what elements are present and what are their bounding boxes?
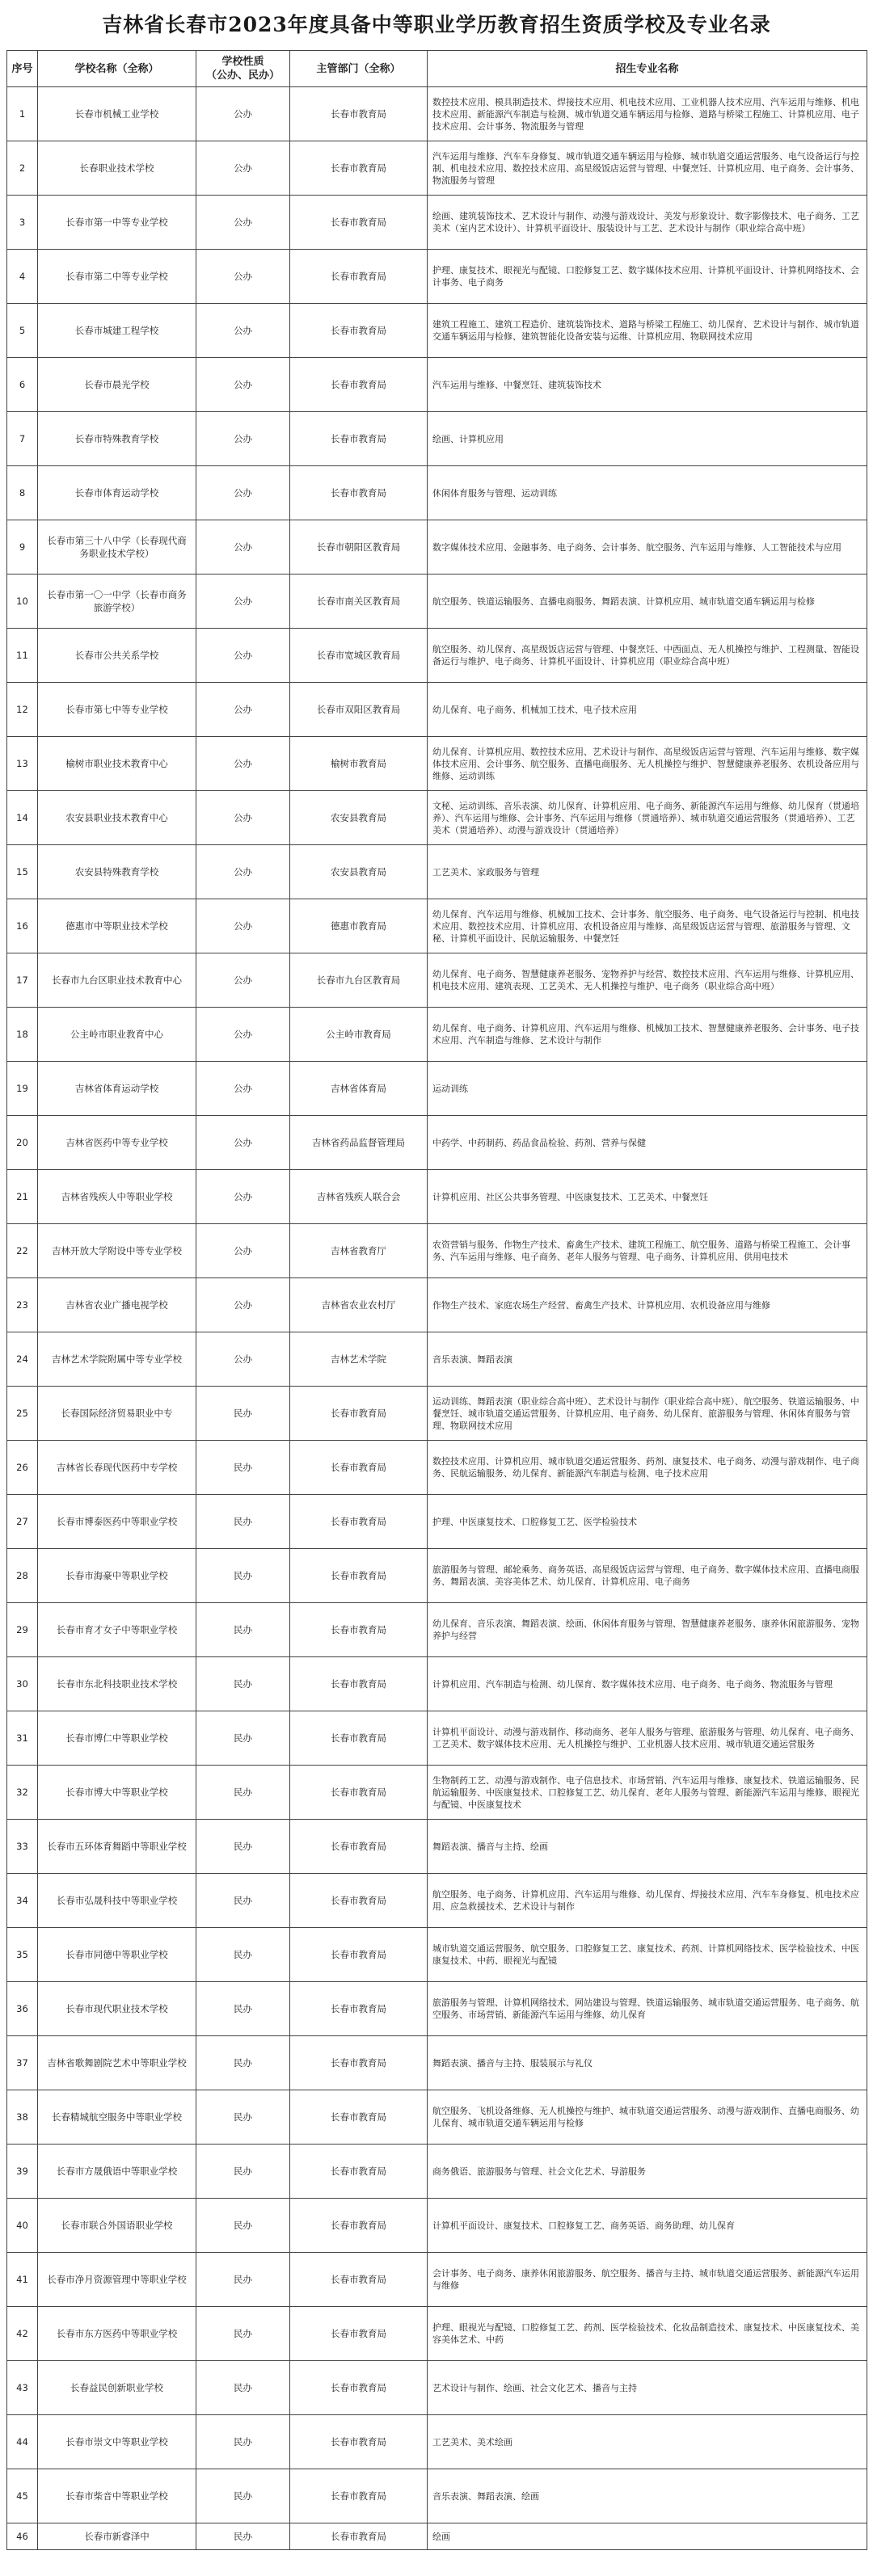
- majors: 运动训练: [428, 1062, 867, 1116]
- row-index: 42: [7, 2307, 38, 2361]
- table-row: [7, 196, 867, 250]
- table-row: [7, 1278, 867, 1332]
- row-index: 11: [7, 629, 38, 683]
- school-name: 长春市晨光学校: [38, 358, 196, 412]
- school-name: 吉林省残疾人中等职业学校: [38, 1170, 196, 1224]
- table-row: [7, 1170, 867, 1224]
- school-name: 长春益民创新职业学校: [38, 2361, 196, 2415]
- department: 长春市朝阳区教育局: [290, 520, 428, 575]
- department: 长春市教育局: [290, 2307, 428, 2361]
- department: 农安县教育局: [290, 791, 428, 845]
- majors: 护理、眼视光与配镜、口腔修复工艺、药剂、医学检验技术、化妆品制造技术、康复技术、中医康复技术、美容美体艺术、中药: [428, 2307, 867, 2361]
- table-row: [7, 2307, 867, 2361]
- school-type: 公办: [196, 737, 290, 791]
- majors: 护理、中医康复技术、口腔修复工艺、医学检验技术: [428, 1495, 867, 1549]
- department: 长春市教育局: [290, 250, 428, 304]
- school-name: 长春市城建工程学校: [38, 304, 196, 358]
- majors: 幼儿保育、汽车运用与维修、机械加工技术、会计事务、航空服务、电子商务、电气设备运行与控制、机电技术应用、数控技术应用、计算机应用、农机设备应用与维修、高星级饭店运营与管理、旅游服务与管理、文秘、计算机平面设计、民航运输服务、中餐烹饪: [428, 899, 867, 953]
- table-row: [7, 1116, 867, 1170]
- majors: 工艺美术、家政服务与管理: [428, 845, 867, 899]
- table-row: [7, 2036, 867, 2090]
- row-index: 10: [7, 575, 38, 629]
- school-type: 公办: [196, 358, 290, 412]
- school-name: 长春市联合外国语职业学校: [38, 2199, 196, 2253]
- header-index: 序号: [7, 51, 38, 87]
- school-name: 长春市公共关系学校: [38, 629, 196, 683]
- table-row: [7, 1982, 867, 2036]
- school-type: 民办: [196, 2307, 290, 2361]
- table-row: [7, 2469, 867, 2523]
- department: 长春市教育局: [290, 1549, 428, 1603]
- school-name: 吉林省农业广播电视学校: [38, 1278, 196, 1332]
- school-type: 民办: [196, 1495, 290, 1549]
- school-name: 榆树市职业技术教育中心: [38, 737, 196, 791]
- row-index: 1: [7, 87, 38, 141]
- department: 吉林艺术学院: [290, 1332, 428, 1387]
- table-row: [7, 466, 867, 520]
- school-name: 长春市机械工业学校: [38, 87, 196, 141]
- row-index: 15: [7, 845, 38, 899]
- row-index: 26: [7, 1441, 38, 1495]
- table-row: [7, 412, 867, 466]
- header-row: [7, 51, 867, 87]
- row-index: 14: [7, 791, 38, 845]
- department: 农安县教育局: [290, 845, 428, 899]
- majors: 计算机平面设计、康复技术、口腔修复工艺、商务英语、商务助理、幼儿保育: [428, 2199, 867, 2253]
- school-name: 长春市海豪中等职业学校: [38, 1549, 196, 1603]
- row-index: 7: [7, 412, 38, 466]
- row-index: 13: [7, 737, 38, 791]
- school-name: 长春市博大中等职业学校: [38, 1766, 196, 1820]
- school-name: 长春市弘晟科技中等职业学校: [38, 1874, 196, 1928]
- row-index: 32: [7, 1766, 38, 1820]
- department: 长春市教育局: [290, 87, 428, 141]
- department: 长春市教育局: [290, 2361, 428, 2415]
- table-row: [7, 845, 867, 899]
- school-type: 民办: [196, 1874, 290, 1928]
- school-name: 吉林省长春现代医药中专学校: [38, 1441, 196, 1495]
- table-row: [7, 304, 867, 358]
- majors: 计算机平面设计、动漫与游戏制作、移动商务、老年人服务与管理、旅游服务与管理、幼儿保育、电子商务、工艺美术、数字媒体技术应用、无人机操控与维护、工业机器人技术应用、城市轨道交通运营服务: [428, 1711, 867, 1766]
- row-index: 30: [7, 1657, 38, 1711]
- school-name: 吉林艺术学院附属中等专业学校: [38, 1332, 196, 1387]
- table-row: [7, 1224, 867, 1278]
- school-name: 长春市柴音中等职业学校: [38, 2469, 196, 2523]
- school-name: 吉林省医药中等专业学校: [38, 1116, 196, 1170]
- school-name: 长春市东方医药中等职业学校: [38, 2307, 196, 2361]
- school-name: 长春职业技术学校: [38, 141, 196, 196]
- table-row: [7, 520, 867, 575]
- school-type: 民办: [196, 2361, 290, 2415]
- majors: 数控技术应用、计算机应用、城市轨道交通运营服务、药剂、康复技术、电子商务、动漫与游戏制作、电子商务、民航运输服务、幼儿保育、新能源汽车制造与检测、电子技术应用: [428, 1441, 867, 1495]
- department: 长春市九台区教育局: [290, 953, 428, 1008]
- table-row: [7, 1657, 867, 1711]
- row-index: 25: [7, 1387, 38, 1441]
- school-type: 公办: [196, 629, 290, 683]
- school-type: 民办: [196, 1657, 290, 1711]
- school-type: 民办: [196, 2036, 290, 2090]
- majors: 会计事务、电子商务、康养休闲旅游服务、航空服务、播音与主持、城市轨道交通运营服务、新能源汽车运用与维修: [428, 2253, 867, 2307]
- school-name: 长春市东北科技职业技术学校: [38, 1657, 196, 1711]
- school-name: 吉林开放大学附设中等专业学校: [38, 1224, 196, 1278]
- majors: 汽车运用与维修、中餐烹饪、建筑装饰技术: [428, 358, 867, 412]
- majors: 农资营销与服务、作物生产技术、畜禽生产技术、建筑工程施工、航空服务、道路与桥梁工程施工、会计事务、汽车运用与维修、电子商务、老年人服务与管理、电子商务、计算机应用、供用电技术: [428, 1224, 867, 1278]
- school-type: 民办: [196, 1982, 290, 2036]
- table-row: [7, 2145, 867, 2199]
- majors: 护理、康复技术、眼视光与配镜、口腔修复工艺、数字媒体技术应用、计算机平面设计、计算机网络技术、会计事务、电子商务: [428, 250, 867, 304]
- table-row: [7, 1441, 867, 1495]
- majors: 数字媒体技术应用、金融事务、电子商务、会计事务、航空服务、汽车运用与维修、人工智能技术与应用: [428, 520, 867, 575]
- majors: 艺术设计与制作、绘画、社会文化艺术、播音与主持: [428, 2361, 867, 2415]
- table-row: [7, 250, 867, 304]
- row-index: 37: [7, 2036, 38, 2090]
- table-row: [7, 1387, 867, 1441]
- header-school-type: 学校性质 （公办、民办）: [196, 51, 290, 87]
- majors: 航空服务、飞机设备维修、无人机操控与维护、城市轨道交通运营服务、动漫与游戏制作、直播电商服务、幼儿保育、城市轨道交通车辆运用与检修: [428, 2090, 867, 2145]
- row-index: 24: [7, 1332, 38, 1387]
- department: 长春市教育局: [290, 196, 428, 250]
- row-index: 6: [7, 358, 38, 412]
- school-name: 长春市育才女子中等职业学校: [38, 1603, 196, 1657]
- school-type: 民办: [196, 2415, 290, 2469]
- department: 德惠市教育局: [290, 899, 428, 953]
- school-name: 长春市五环体育舞蹈中等职业学校: [38, 1820, 196, 1874]
- school-name: 德惠市中等职业技术学校: [38, 899, 196, 953]
- row-index: 20: [7, 1116, 38, 1170]
- department: 长春市宽城区教育局: [290, 629, 428, 683]
- school-name: 长春市特殊教育学校: [38, 412, 196, 466]
- majors: 绘画: [428, 2523, 867, 2550]
- school-type: 民办: [196, 2199, 290, 2253]
- row-index: 22: [7, 1224, 38, 1278]
- row-index: 3: [7, 196, 38, 250]
- majors: 中药学、中药制药、药品食品检验、药剂、营养与保健: [428, 1116, 867, 1170]
- row-index: 35: [7, 1928, 38, 1982]
- school-name: 长春市方晟俄语中等职业学校: [38, 2145, 196, 2199]
- school-name: 吉林省体育运动学校: [38, 1062, 196, 1116]
- majors: 幼儿保育、电子商务、机械加工技术、电子技术应用: [428, 683, 867, 737]
- department: 长春市双阳区教育局: [290, 683, 428, 737]
- table-row: [7, 2199, 867, 2253]
- majors: 城市轨道交通运营服务、航空服务、口腔修复工艺、康复技术、药剂、计算机网络技术、医学检验技术、中医康复技术、中药、眼视光与配镜: [428, 1928, 867, 1982]
- table-row: [7, 2415, 867, 2469]
- majors: 休闲体育服务与管理、运动训练: [428, 466, 867, 520]
- school-type: 公办: [196, 953, 290, 1008]
- department: 吉林省药品监督管理局: [290, 1116, 428, 1170]
- table-row: [7, 358, 867, 412]
- department: 长春市教育局: [290, 2253, 428, 2307]
- row-index: 27: [7, 1495, 38, 1549]
- table-row: [7, 87, 867, 141]
- table-row: [7, 1549, 867, 1603]
- department: 榆树市教育局: [290, 737, 428, 791]
- row-index: 4: [7, 250, 38, 304]
- table-row: [7, 899, 867, 953]
- department: 长春市教育局: [290, 2199, 428, 2253]
- majors: 绘画、建筑装饰技术、艺术设计与制作、动漫与游戏设计、美发与形象设计、数字影像技术、电子商务、工艺美术（室内艺术设计）、计算机平面设计、服装设计与工艺、艺术设计与制作（职业综合高中班）: [428, 196, 867, 250]
- department: 长春市教育局: [290, 1982, 428, 2036]
- header-majors: 招生专业名称: [428, 51, 867, 87]
- school-type: 民办: [196, 2145, 290, 2199]
- majors: 航空服务、铁道运输服务、直播电商服务、舞蹈表演、计算机应用、城市轨道交通车辆运用与检修: [428, 575, 867, 629]
- department: 长春市教育局: [290, 2469, 428, 2523]
- table-row: [7, 1711, 867, 1766]
- department: 长春市教育局: [290, 1603, 428, 1657]
- school-type: 公办: [196, 1062, 290, 1116]
- school-type: 公办: [196, 1008, 290, 1062]
- department: 长春市教育局: [290, 358, 428, 412]
- department: 长春市教育局: [290, 412, 428, 466]
- school-name: 农安县职业技术教育中心: [38, 791, 196, 845]
- department: 吉林省残疾人联合会: [290, 1170, 428, 1224]
- department: 长春市教育局: [290, 2036, 428, 2090]
- majors: 文秘、运动训练、音乐表演、幼儿保育、计算机应用、电子商务、新能源汽车运用与维修、幼儿保育（贯通培养）、汽车运用与维修、会计事务、汽车运用与维修（贯通培养）、城市轨道交通运营服务（贯通培养）、工艺美术（贯通培养）、动漫与游戏设计（贯通培养）: [428, 791, 867, 845]
- table-row: [7, 2523, 867, 2550]
- school-type: 民办: [196, 1549, 290, 1603]
- majors: 音乐表演、舞蹈表演、绘画: [428, 2469, 867, 2523]
- majors: 汽车运用与维修、汽车车身修复、城市轨道交通车辆运用与检修、城市轨道交通运营服务、电气设备运行与控制、机电技术应用、数控技术应用、高星级饭店运营与管理、中餐烹饪、计算机应用、电子商务、会计事务、物流服务与管理: [428, 141, 867, 196]
- row-index: 5: [7, 304, 38, 358]
- document-title: 吉林省长春市2023年度具备中等职业学历教育招生资质学校及专业名录: [102, 13, 771, 36]
- table-row: [7, 1603, 867, 1657]
- department: 长春市教育局: [290, 466, 428, 520]
- table-row: [7, 1332, 867, 1387]
- majors: 幼儿保育、计算机应用、数控技术应用、艺术设计与制作、高星级饭店运营与管理、汽车运用与维修、数字媒体技术应用、会计事务、航空服务、直播电商服务、无人机操控与维护、智慧健康养老服务、农机设备应用与维修、运动训练: [428, 737, 867, 791]
- school-type: 民办: [196, 1928, 290, 1982]
- department: 吉林省农业农村厅: [290, 1278, 428, 1332]
- table-row: [7, 1766, 867, 1820]
- table-row: [7, 683, 867, 737]
- majors: 航空服务、电子商务、计算机应用、汽车运用与维修、幼儿保育、焊接技术应用、汽车车身修复、机电技术应用、应急救援技术、艺术设计与制作: [428, 1874, 867, 1928]
- school-name: 长春市体育运动学校: [38, 466, 196, 520]
- table-row: [7, 737, 867, 791]
- majors: 工艺美术、美术绘画: [428, 2415, 867, 2469]
- table-row: [7, 575, 867, 629]
- majors: 舞蹈表演、播音与主持、绘画: [428, 1820, 867, 1874]
- table-row: [7, 953, 867, 1008]
- table-row: [7, 1928, 867, 1982]
- school-type: 民办: [196, 1603, 290, 1657]
- school-name: 长春市崇文中等职业学校: [38, 2415, 196, 2469]
- majors: 航空服务、幼儿保育、高星级饭店运营与管理、中餐烹饪、中西面点、无人机操控与维护、工程测量、智能设备运行与维护、电子商务、计算机平面设计、计算机应用（职业综合高中班）: [428, 629, 867, 683]
- row-index: 45: [7, 2469, 38, 2523]
- row-index: 36: [7, 1982, 38, 2036]
- school-name: 长春市第一〇一中学（长春市商务旅游学校）: [38, 575, 196, 629]
- row-index: 33: [7, 1820, 38, 1874]
- school-type: 公办: [196, 304, 290, 358]
- school-name: 长春市同德中等职业学校: [38, 1928, 196, 1982]
- school-type: 民办: [196, 1766, 290, 1820]
- table-body: [7, 87, 867, 2550]
- department: 长春市教育局: [290, 2090, 428, 2145]
- majors: 数控技术应用、模具制造技术、焊接技术应用、机电技术应用、工业机器人技术应用、汽车运用与维修、机电技术应用、新能源汽车制造与检测、城市轨道交通车辆运用与检修、道路与桥梁工程施工、计算机应用、电子技术应用、会计事务、物流服务与管理: [428, 87, 867, 141]
- department: 长春市教育局: [290, 1657, 428, 1711]
- school-type: 公办: [196, 466, 290, 520]
- school-type: 公办: [196, 1332, 290, 1387]
- school-type: 民办: [196, 2523, 290, 2550]
- row-index: 16: [7, 899, 38, 953]
- row-index: 41: [7, 2253, 38, 2307]
- majors: 作物生产技术、家庭农场生产经营、畜禽生产技术、计算机应用、农机设备应用与维修: [428, 1278, 867, 1332]
- table-row: [7, 791, 867, 845]
- table-row: [7, 1874, 867, 1928]
- majors: 建筑工程施工、建筑工程造价、建筑装饰技术、道路与桥梁工程施工、幼儿保育、艺术设计与制作、城市轨道交通车辆运用与检修、建筑智能化设备安装与运维、计算机应用、物联网技术应用: [428, 304, 867, 358]
- school-name: 长春市新睿泽中: [38, 2523, 196, 2550]
- header-school-name: 学校名称（全称）: [38, 51, 196, 87]
- school-name: 农安县特殊教育学校: [38, 845, 196, 899]
- majors: 计算机应用、社区公共事务管理、中医康复技术、工艺美术、中餐烹饪: [428, 1170, 867, 1224]
- row-index: 28: [7, 1549, 38, 1603]
- row-index: 21: [7, 1170, 38, 1224]
- school-name: 长春市净月资源管理中等职业学校: [38, 2253, 196, 2307]
- school-name: 长春国际经济贸易职业中专: [38, 1387, 196, 1441]
- table-row: [7, 2361, 867, 2415]
- header-department: 主管部门（全称）: [290, 51, 428, 87]
- school-type: 公办: [196, 412, 290, 466]
- majors: 幼儿保育、音乐表演、舞蹈表演、绘画、休闲体育服务与管理、智慧健康养老服务、康养休闲旅游服务、宠物养护与经营: [428, 1603, 867, 1657]
- school-name: 长春市第二中等专业学校: [38, 250, 196, 304]
- row-index: 17: [7, 953, 38, 1008]
- department: 长春市教育局: [290, 1441, 428, 1495]
- row-index: 43: [7, 2361, 38, 2415]
- row-index: 44: [7, 2415, 38, 2469]
- row-index: 9: [7, 520, 38, 575]
- school-type: 公办: [196, 1116, 290, 1170]
- school-name: 长春市第七中等专业学校: [38, 683, 196, 737]
- majors: 运动训练、舞蹈表演（职业综合高中班）、艺术设计与制作（职业综合高中班）、航空服务、铁道运输服务、中餐烹饪、城市轨道交通运营服务、计算机应用、电子商务、幼儿保育、旅游服务与管理、休闲体育服务与管理、物联网技术应用: [428, 1387, 867, 1441]
- school-type: 民办: [196, 2253, 290, 2307]
- school-name: 长春市第三十八中学（长春现代商务职业技术学校）: [38, 520, 196, 575]
- majors: 舞蹈表演、播音与主持、服装展示与礼仪: [428, 2036, 867, 2090]
- school-name: 长春精城航空服务中等职业学校: [38, 2090, 196, 2145]
- school-type: 公办: [196, 575, 290, 629]
- majors: 旅游服务与管理、邮轮乘务、商务英语、高星级饭店运营与管理、电子商务、数字媒体技术应用、直播电商服务、舞蹈表演、美容美体艺术、幼儿保育、计算机应用、电子商务: [428, 1549, 867, 1603]
- row-index: 2: [7, 141, 38, 196]
- department: 长春市教育局: [290, 1874, 428, 1928]
- row-index: 46: [7, 2523, 38, 2550]
- school-type: 公办: [196, 845, 290, 899]
- department: 长春市南关区教育局: [290, 575, 428, 629]
- department: 长春市教育局: [290, 304, 428, 358]
- majors: 旅游服务与管理、计算机网络技术、网站建设与管理、铁道运输服务、城市轨道交通运营服务、电子商务、航空服务、市场营销、新能源汽车运用与维修、幼儿保育: [428, 1982, 867, 2036]
- majors: 音乐表演、舞蹈表演: [428, 1332, 867, 1387]
- majors: 商务俄语、旅游服务与管理、社会文化艺术、导游服务: [428, 2145, 867, 2199]
- table-row: [7, 629, 867, 683]
- department: 长春市教育局: [290, 2523, 428, 2550]
- majors: 幼儿保育、电子商务、计算机应用、汽车运用与维修、机械加工技术、智慧健康养老服务、会计事务、电子技术应用、汽车制造与维修、艺术设计与制作: [428, 1008, 867, 1062]
- row-index: 29: [7, 1603, 38, 1657]
- department: 长春市教育局: [290, 1820, 428, 1874]
- row-index: 12: [7, 683, 38, 737]
- school-type: 公办: [196, 899, 290, 953]
- table-row: [7, 1008, 867, 1062]
- row-index: 19: [7, 1062, 38, 1116]
- table-row: [7, 2253, 867, 2307]
- department: 吉林省教育厅: [290, 1224, 428, 1278]
- department: 吉林省体育局: [290, 1062, 428, 1116]
- department: 公主岭市教育局: [290, 1008, 428, 1062]
- row-index: 18: [7, 1008, 38, 1062]
- school-type: 公办: [196, 1278, 290, 1332]
- majors: 生物制药工艺、动漫与游戏制作、电子信息技术、市场营销、汽车运用与维修、康复技术、铁道运输服务、民航运输服务、中医康复技术、口腔修复工艺、幼儿保育、老年人服务与管理、新能源汽车运用与维修、眼视光与配镜、中医康复技术: [428, 1766, 867, 1820]
- school-name: 公主岭市职业教育中心: [38, 1008, 196, 1062]
- majors: 绘画、计算机应用: [428, 412, 867, 466]
- school-type: 公办: [196, 87, 290, 141]
- school-name: 长春市博仁中等职业学校: [38, 1711, 196, 1766]
- school-type: 公办: [196, 520, 290, 575]
- school-type: 公办: [196, 1224, 290, 1278]
- row-index: 34: [7, 1874, 38, 1928]
- school-name: 吉林省歌舞剧院艺术中等职业学校: [38, 2036, 196, 2090]
- majors: 计算机应用、汽车制造与检测、幼儿保育、数字媒体技术应用、电子商务、电子商务、物流服务与管理: [428, 1657, 867, 1711]
- school-type: 公办: [196, 1170, 290, 1224]
- school-type: 公办: [196, 683, 290, 737]
- department: 长春市教育局: [290, 1928, 428, 1982]
- table-row: [7, 1820, 867, 1874]
- row-index: 8: [7, 466, 38, 520]
- department: 长春市教育局: [290, 1387, 428, 1441]
- school-type: 公办: [196, 141, 290, 196]
- school-type: 民办: [196, 2090, 290, 2145]
- school-type: 公办: [196, 196, 290, 250]
- department: 长春市教育局: [290, 1711, 428, 1766]
- table-row: [7, 1495, 867, 1549]
- school-name: 长春市博泰医药中等职业学校: [38, 1495, 196, 1549]
- row-index: 40: [7, 2199, 38, 2253]
- row-index: 38: [7, 2090, 38, 2145]
- majors: 幼儿保育、电子商务、智慧健康养老服务、宠物养护与经营、数控技术应用、汽车运用与维修、计算机应用、机电技术应用、建筑表现、工艺美术、无人机操控与维护、电子商务（职业综合高中班）: [428, 953, 867, 1008]
- school-name: 长春市现代职业技术学校: [38, 1982, 196, 2036]
- school-type: 民办: [196, 1820, 290, 1874]
- department: 长春市教育局: [290, 141, 428, 196]
- department: 长春市教育局: [290, 2415, 428, 2469]
- row-index: 23: [7, 1278, 38, 1332]
- school-type: 民办: [196, 2469, 290, 2523]
- table-row: [7, 141, 867, 196]
- table-row: [7, 1062, 867, 1116]
- department: 长春市教育局: [290, 2145, 428, 2199]
- school-type: 民办: [196, 1711, 290, 1766]
- department: 长春市教育局: [290, 1495, 428, 1549]
- school-type: 公办: [196, 250, 290, 304]
- school-table: [6, 50, 867, 2550]
- row-index: 39: [7, 2145, 38, 2199]
- school-name: 长春市九台区职业技术教育中心: [38, 953, 196, 1008]
- table-row: [7, 2090, 867, 2145]
- school-type: 公办: [196, 791, 290, 845]
- school-type: 民办: [196, 1387, 290, 1441]
- school-type: 民办: [196, 1441, 290, 1495]
- school-name: 长春市第一中等专业学校: [38, 196, 196, 250]
- row-index: 31: [7, 1711, 38, 1766]
- department: 长春市教育局: [290, 1766, 428, 1820]
